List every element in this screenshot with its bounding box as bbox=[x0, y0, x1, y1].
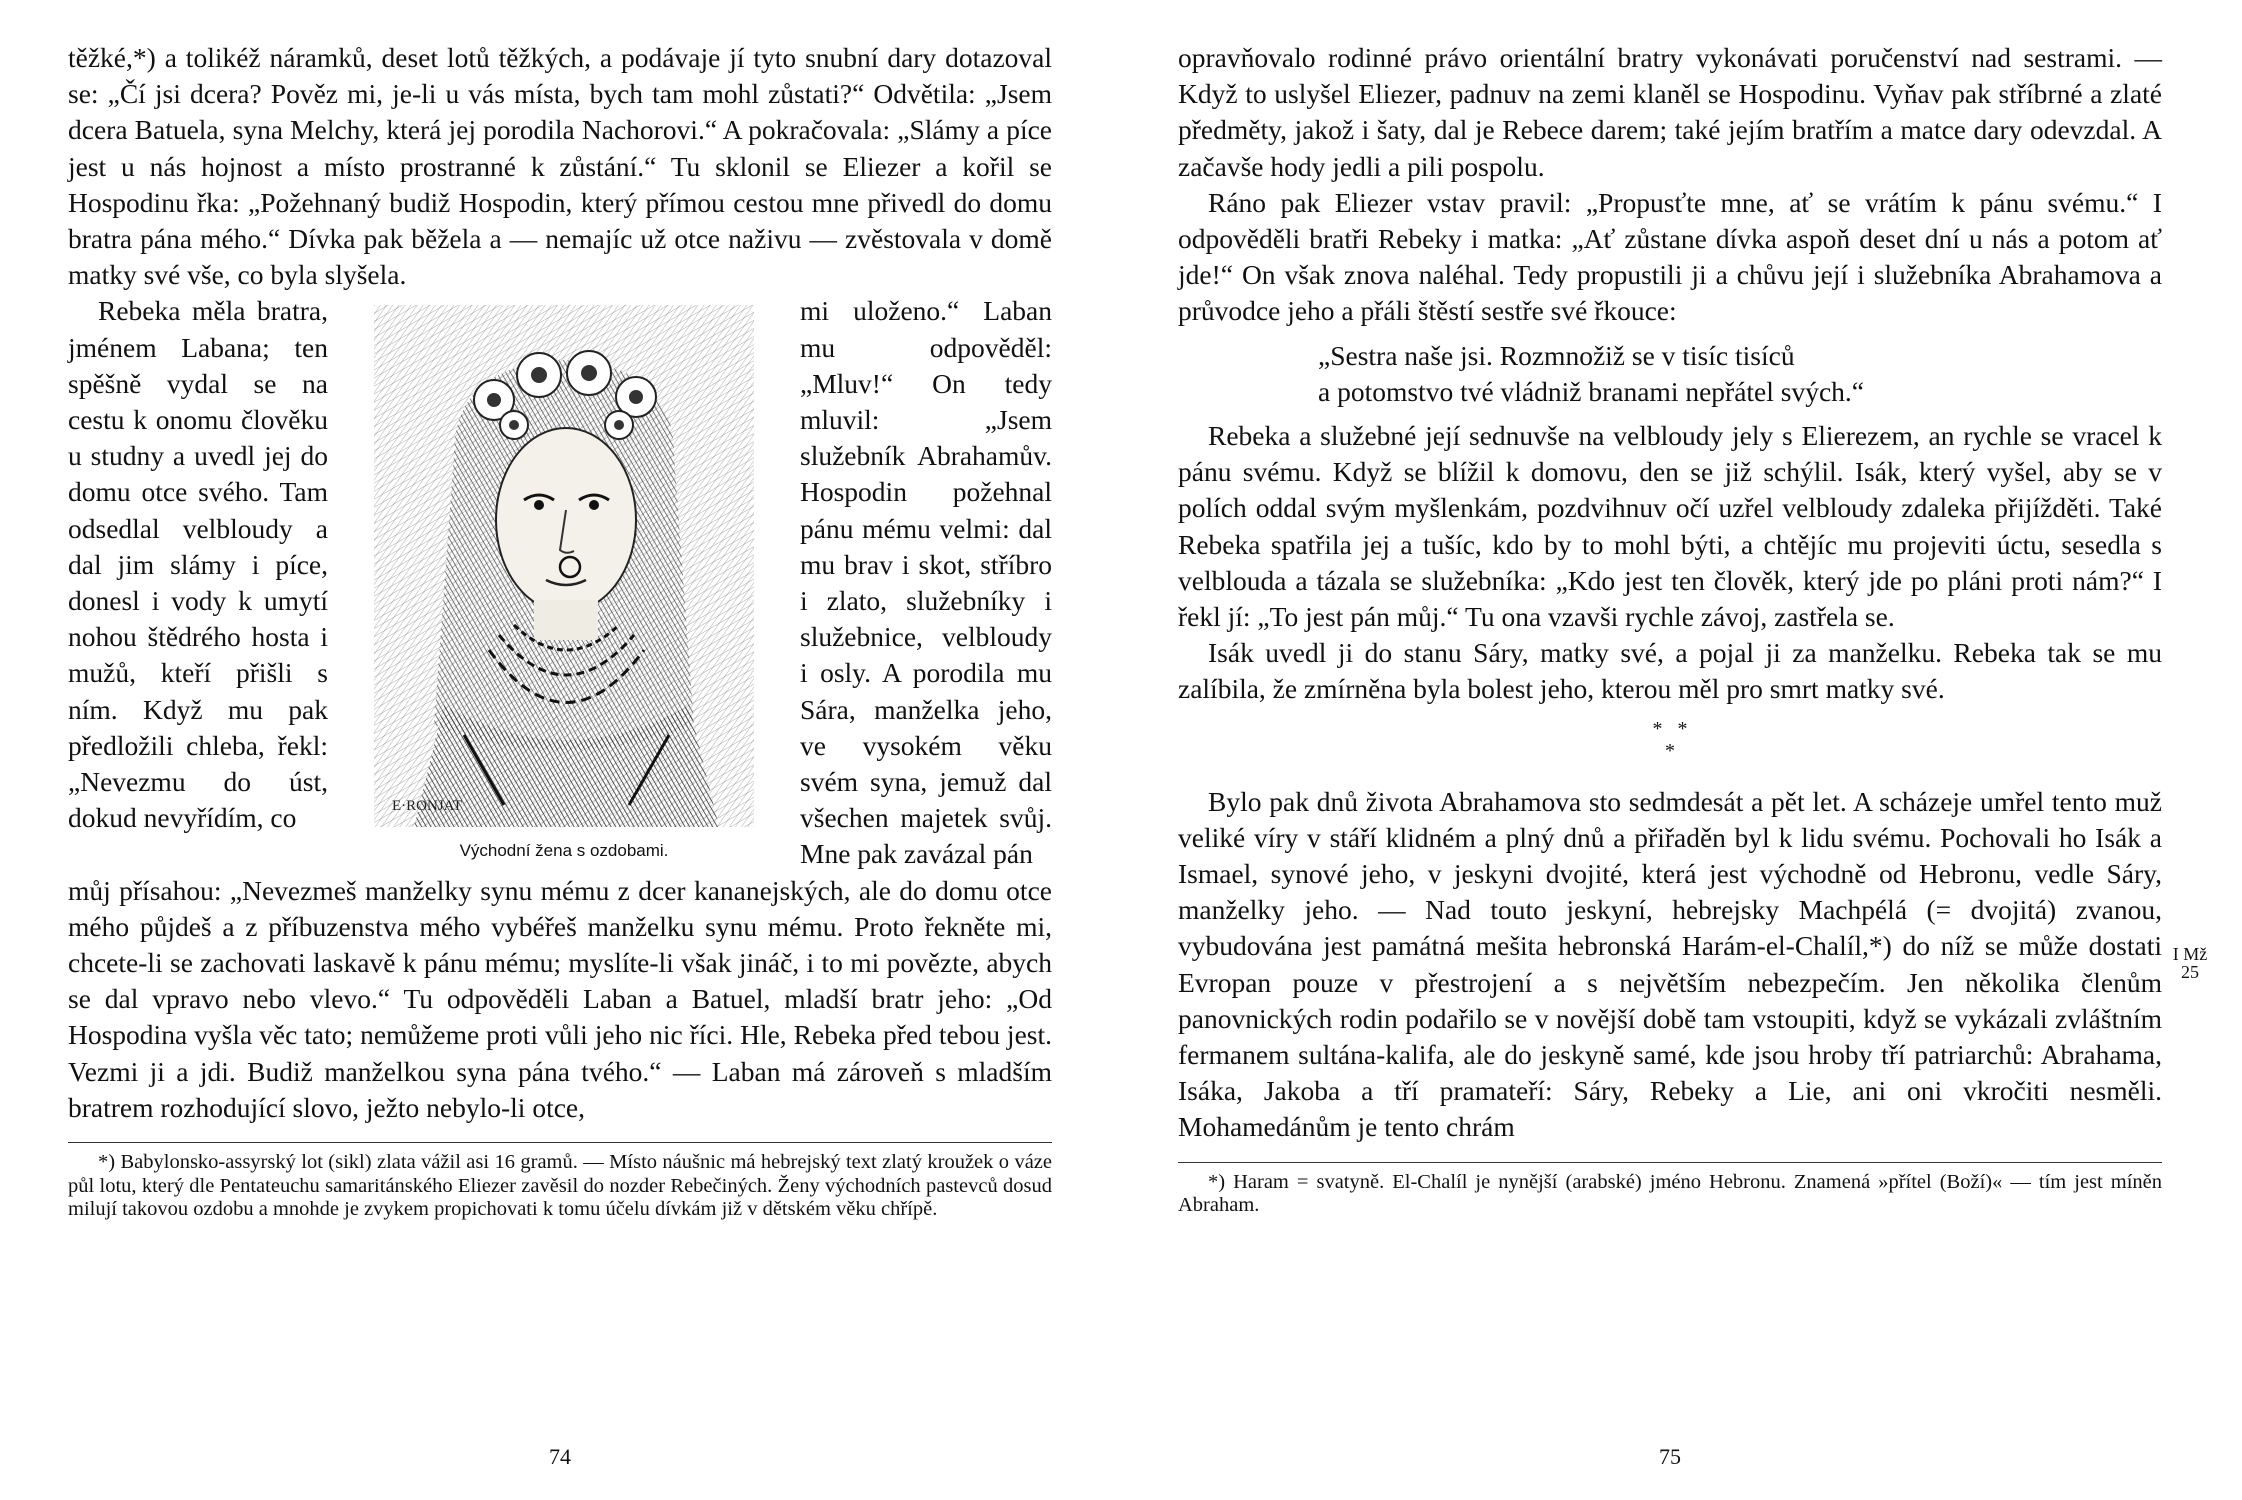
portrait-figure bbox=[343, 293, 785, 869]
right-wrap-column: mi uloženo.“ Laban mu odpověděl: „Mluv!“ On tedy mluvil: „Jsem služebník Abrahamův. Hospodin požehnal pánu mému velmi: dal mu brav i skot, stříbro i zlato, služebníky i služebnice, velbloudy i osly. A porodila mu Sára, manželka jeho, ve vysokém věku svém syna, jemuž dal všechen majetek svůj. Mne pak zavázal pán bbox=[800, 295, 1052, 870]
engraving-portrait-image bbox=[374, 305, 754, 827]
right-paragraph-4: Isák uvedl ji do stanu Sáry, matky své, a pojal ji za manželku. Rebeka tak se mu zalíbila, že zmírněna byla bolest jeho, kterou měl pro smrt matky své. bbox=[1178, 637, 2162, 705]
left-paragraph-after-figure: můj přísahou: „Nevezmeš manželky synu mému z dcer kananejských, ale do domu otce mého půjdeš a z příbuzenstva mého vybéřeš manželku synu mému. Proto řekněte mi, chcete-li se zachovati laskavě k pánu mému; myslíte-li však jináč, i to mi povězte, abych se dal vpravo nebo vlevo.“ Tu odpověděli Laban a Batuel, mladší bratr jeho: „Od Hospodina vyšla věc tato; nemůžeme proti vůli jeho nic říci. Hle, Rebeka před tebou jest. Vezmi ji a jdi. Budiž manželkou syna pána tvého.“ — Laban má zároveň s mladším bratrem rozhodující slovo, ježto nebylo-li otce, bbox=[68, 874, 1052, 1123]
text-wrap-around-figure bbox=[68, 293, 1052, 872]
figure-caption: Východní žena s ozdobami. bbox=[459, 841, 669, 861]
right-footnote-rule bbox=[1178, 1162, 2162, 1163]
right-paragraph-3: Rebeka a služebné její sednuvše na velbloudy jely s Elierezem, an rychle se vracel k pánu svému. Když se blížil k domovu, den se již schýlil. Isák, který vyšel, aby se v polích oddal svým myšlenkám, pozdvihnuv očí uzřel velbloudy zdaleka přijížděti. Také Rebeka spatřila jej a tušíc, kdo by to mohl býti, a chtějíc mu projeviti úctu, sesedla s velblouda a tázala se služebníka: „Kdo jest ten člověk, který jde po pláni proti nám?“ I řekl jí: „To jest pán můj.“ Tu ona vzavši rychle závoj, zastřela se. bbox=[1178, 420, 2162, 633]
right-footnote: *) Haram = svatyně. El-Chalíl je nynější (arabské) jméno Hebronu. Znamená »přítel (Boží)« — tím jest míněn Abraham. bbox=[1178, 1170, 2162, 1217]
right-paragraph-5: Bylo pak dnů života Abrahamova sto sedmdesát a pět let. A scházeje umřel tento muž veliké víry v stáří klidném a plný dnů a přiřaděn byl k lidu svému. Pochovali ho Isák a Ismael, synové jeho, v jeskyni dvojité, která jest východně od Hebronu, vedle Sáry, manželky jeho. — Nad touto jeskyní, hebrejsky Machpélá (= dvojitá) zvanou, vybudována jest památná mešita hebronská Harám-el-Chalíl,*) do níž se může dostati Evropan pouze v přestrojení a s největším nebezpečím. Jen několika členům panovnických rodin podařilo se v novější době tam vstoupiti, když se vykázali zvláštním fermanem sultána-kalifa, ale do jeskyně samé, kde jsou hroby tří patriarchů: Abrahama, Isáka, Jakoba a tří pramateří: Sáry, Rebeky a Lie, ani oni vkročiti nesměli. Mohamedánům je tento chrám bbox=[1178, 785, 2162, 1143]
margin-ref-book: I Mž bbox=[2172, 944, 2208, 964]
verse-line-2: a potomstvo tvé vládniž branami nepřátel svých.“ bbox=[1318, 375, 1865, 407]
margin-ref-chapter: 25 bbox=[2181, 962, 2199, 982]
asterisks-top: * * bbox=[1652, 717, 1688, 740]
left-page bbox=[68, 40, 1052, 1469]
left-paragraph-1: těžké,*) a tolikéž náramků, deset lotů těžkých, a podávaje jí tyto snubní dary dotazoval se: „Čí jsi dcera? Pověz mi, je-li u vás místa, bych tam mohl zůstati?“ Odvětila: „Jsem dcera Batuela, syna Melchy, která jej porodila Nachorovi.“ A pokračovala: „Slámy a píce jest u nás hojnost a místo prostranné k zůstání.“ Tu sklonil se Eliezer a kořil se Hospodinu řka: „Požehnaný budiž Hospodin, který přímou cestou mne přivedl do domu bratra pána mého.“ Dívka pak běžela a — nemajíc už otce naživu — zvěstovala v domě matky své vše, co byla slyšela. bbox=[68, 42, 1052, 291]
right-paragraph-1: opravňovalo rodinné právo orientální bratry vykonávati poručenství nad sestrami. — Když to uslyšel Eliezer, padnuv na zemi klaněl se Hospodinu. Vyňav pak stříbrné a zlaté předměty, jakož i šaty, dal je Rebece darem; také jejím bratřím a matce dary odevzdal. A začavše hody jedli a pili pospolu. bbox=[1178, 42, 2162, 182]
left-page-number: 74 bbox=[549, 1444, 571, 1469]
left-footnote: *) Babylonsko-assyrský lot (sikl) zlata vážil asi 16 gramů. — Místo náušnic má hebrejský text zlatý kroužek o váze půl lotu, který dle Pentateuchu samaritánského Eliezer zavěsil do nozder Rebečiných. Ženy východních pastevců dosud milují takovou ozdobu a mnohde je zvykem propichovati k tomu účelu dívkám již v dětském věku chřípě. bbox=[68, 1151, 1052, 1221]
left-page-body bbox=[68, 40, 1052, 1126]
asterisks-bottom: * bbox=[1665, 739, 1675, 762]
left-wrap-column: Rebeka měla bratra, jménem Labana; ten spěšně vydal se na cestu k onomu člověku u studny a uvedl jej do domu otce svého. Tam odsedlal velbloudy a dal jim slámy i píce, donesl i vody k umytí nohou štědrého hosta i mužů, kteří přišli s ním. Když mu pak předložili chleba, řekl: „Nevezmu do úst, dokud nevyřídím, co bbox=[68, 295, 328, 834]
section-break-asterisks bbox=[1178, 718, 2162, 762]
right-page-body bbox=[1178, 40, 2162, 1146]
right-page-number: 75 bbox=[1659, 1444, 1681, 1469]
margin-bible-reference bbox=[2170, 945, 2210, 981]
engraver-signature: E·RONJAT bbox=[392, 798, 462, 815]
left-footnote-rule bbox=[68, 1142, 1052, 1143]
right-page bbox=[1178, 40, 2208, 1469]
right-paragraph-2: Ráno pak Eliezer vstav pravil: „Propusťte mne, ať se vrátím k pánu svému.“ I odpověděli bratři Rebeky i matka: „Ať zůstane dívka aspoň deset dní u nás a potom ať jde!“ On však znova naléhal. Tedy propustili ji a chůvu její i služebníka Abrahamova a průvodce jeho a přáli štěstí sestře své řkouce: bbox=[1178, 186, 2162, 327]
verse-line-1: „Sestra naše jsi. Rozmnožiž se v tisíc tisíců bbox=[1318, 339, 1795, 371]
blessing-verse bbox=[1318, 338, 2162, 410]
